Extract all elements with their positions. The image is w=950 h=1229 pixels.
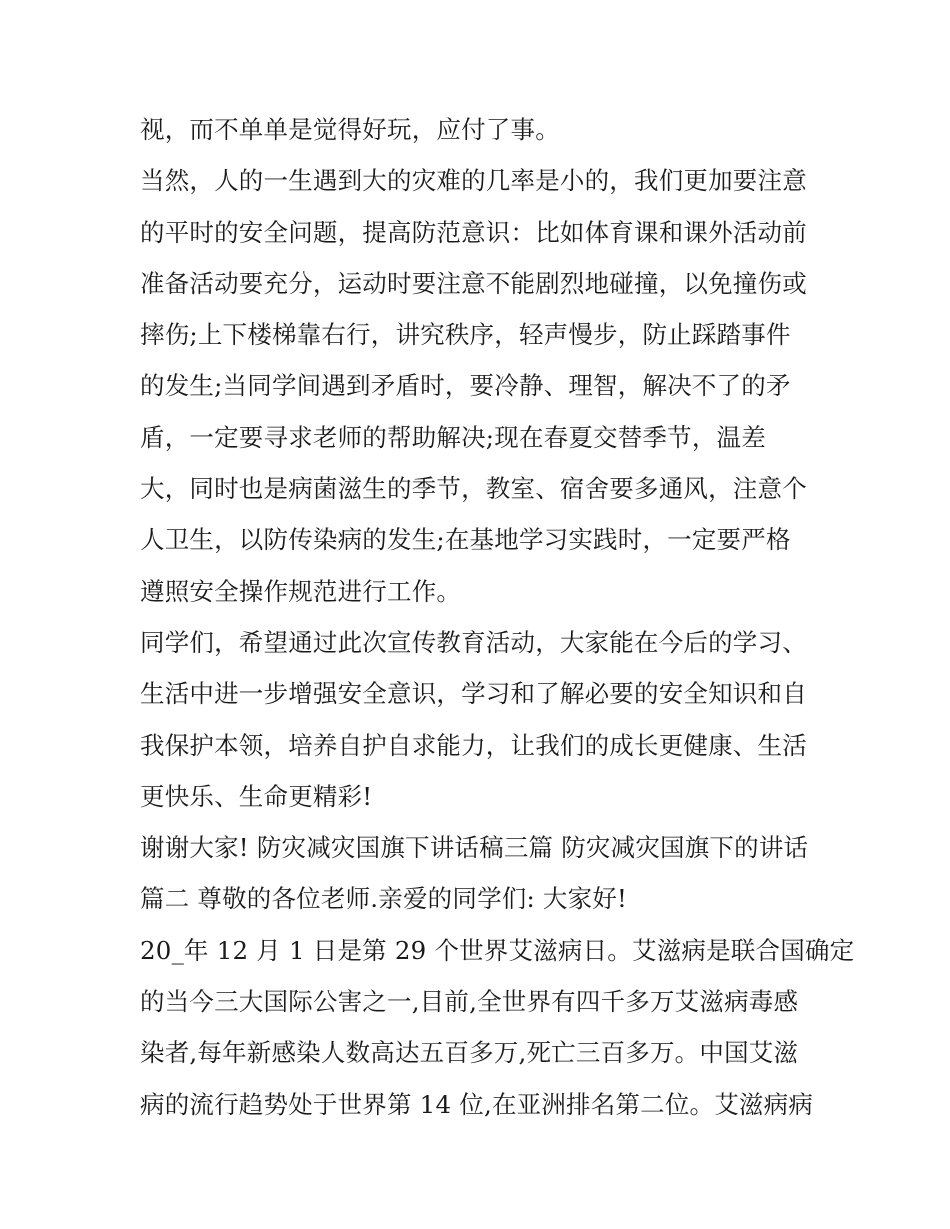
text-line: 当然，人的一生遇到大的灾难的几率是小的，我们更加要注意: [140, 166, 807, 196]
text-line: 20_年 12 月 1 日是第 29 个世界艾滋病日。艾滋病是联合国确定: [140, 935, 855, 965]
text-line: 大，同时也是病菌滋生的季节，教室、宿舍要多通风，注意个: [140, 474, 807, 504]
text-line: 的当今三大国际公害之一,目前,全世界有四千多万艾滋病毒感: [140, 987, 799, 1017]
text-line: 染者,每年新感染人数高达五百多万,死亡三百多万。中国艾滋: [140, 1038, 799, 1068]
text-line: 摔伤;上下楼梯靠右行，讲究秩序，轻声慢步，防止踩踏事件: [140, 320, 791, 350]
text-line: 谢谢大家! 防灾减灾国旗下讲话稿三篇 防灾减灾国旗下的讲话: [140, 833, 809, 863]
text-line: 生活中进一步增强安全意识，学习和了解必要的安全知识和自: [140, 679, 807, 709]
text-line: 的发生;当同学间遇到矛盾时，要冷静、理智，解决不了的矛: [140, 371, 791, 401]
text-line: 更快乐、生命更精彩!: [140, 781, 373, 811]
text-line: 盾，一定要寻求老师的帮助解决;现在春夏交替季节，温差: [140, 422, 766, 452]
text-line: 同学们，希望通过此次宣传教育活动，大家能在今后的学习、: [140, 627, 807, 657]
text-line: 篇二 尊敬的各位老师.亲爱的同学们: 大家好!: [140, 884, 628, 914]
text-line: 的平时的安全问题，提高防范意识：比如体育课和课外活动前: [140, 217, 807, 247]
text-line: 准备活动要充分，运动时要注意不能剧烈地碰撞，以免撞伤或: [140, 268, 807, 298]
text-line: 视，而不单单是觉得好玩，应付了事。: [140, 115, 560, 144]
text-line: 遵照安全操作规范进行工作。: [140, 576, 462, 606]
text-line: 我保护本领，培养自护自求能力，让我们的成长更健康、生活: [140, 730, 807, 760]
text-line: 人卫生，以防传染病的发生;在基地学习实践时，一定要严格: [140, 525, 791, 555]
text-line: 病的流行趋势处于世界第 14 位,在亚洲排名第二位。艾滋病病: [140, 1089, 814, 1119]
body-text: [140, 104, 855, 1130]
